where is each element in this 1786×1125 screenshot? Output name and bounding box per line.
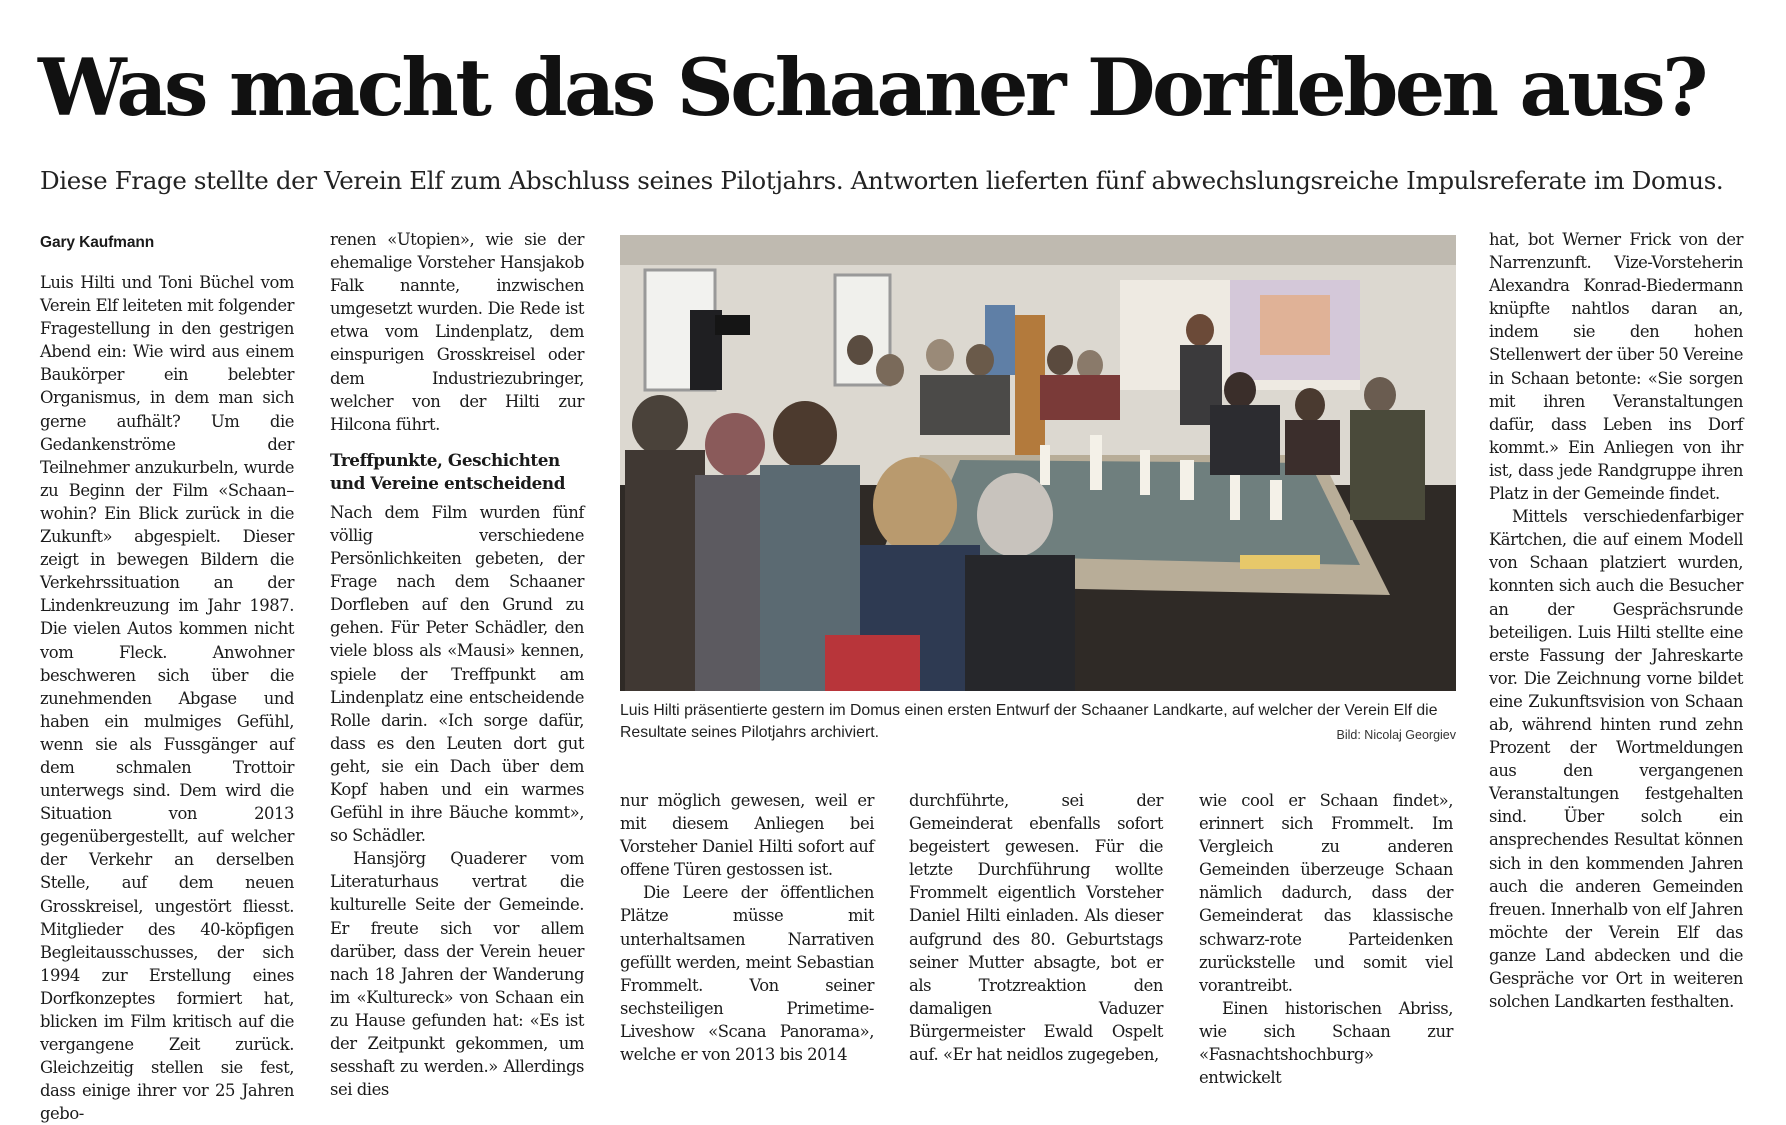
article-column-5 <box>1199 789 1453 1089</box>
paragraph: Nach dem Film wurden fünf völlig verschiedene Persönlichkeiten gebeten, der Frage nach dem Schaaner Dorfleben auf den Grund zu gehen. Für Peter Schädler, den viele bloss als «Mausi» kennen, spiele der Treffpunkt am Lindenplatz eine entscheidende Rolle darin. «Ich sorge dafür, dass es den Leuten dort gut geht, sie ein Dach über dem Kopf haben und ein warmes Gefühl in ihre Bäuche kommt», so Schädler. <box>330 502 584 846</box>
paragraph: wie cool er Schaan findet», erinnert sich Frommelt. Im Vergleich zu anderen Gemeinden überzeuge Schaan nämlich dadurch, dass der Gemeinderat das klassische schwarz-rote Parteidenken zurückstelle und somit viel vorantreibt. <box>1199 791 1453 995</box>
photo-illustration <box>620 235 1456 691</box>
paragraph: durchführte, sei der Gemeinderat ebenfalls sofort begeistert gewesen. Für die letzte Durchführung wollte Frommelt eigentlich Vorsteher Daniel Hilti einladen. Als dieser aufgrund des 80. Geburtstags seiner Mutter absagte, bot er als Trotzreaktion den damaligen Vaduzer Bürgermeister Ewald Ospelt auf. «Er hat neidlos zugegeben, <box>909 791 1163 1065</box>
photo-caption <box>620 700 1456 744</box>
article-column-2 <box>330 228 584 1101</box>
paragraph: Mittels verschiedenfarbiger Kärtchen, die auf einem Modell von Schaan platziert wurden, konnten sich auch die Besucher an der Gesprächsrunde beteiligen. Luis Hilti stellte eine erste Fassung der Jahreskarte vor. Die Zeichnung vorne bildet eine Zukunftsvision von Schaan ab, während hinten rund zehn Prozent der Wortmeldungen aus den vergangenen Veranstaltungen festgehalten sind. Über solch ein ansprechendes Resultat können sich in den kommenden Jahren auch die anderen Gemeinden freuen. Innerhalb von elf Jahren möchte der Verein Elf das ganze Land abdecken und die Gespräche vor Ort in weiteren solchen Landkarten festhalten. <box>1489 507 1743 1012</box>
paragraph: hat, bot Werner Frick von der Narrenzunft. Vize-Vorsteherin Alexandra Konrad-Biedermann knüpfte nahtlos daran an, indem sie den hohen Stellenwert der über 50 Vereine in Schaan betonte: «Sie sorgen mit ihren Veranstaltungen dafür, dass Leben ins Dorf kommt.» Ein Anliegen von ihr ist, dass jede Randgruppe ihren Platz in der Gemeinde findet. <box>1489 230 1743 504</box>
paragraph: nur möglich gewesen, weil er mit diesem Anliegen bei Vorsteher Daniel Hilti sofort auf offene Türen gestossen ist. <box>620 791 874 880</box>
subheadline: Diese Frage stellte der Verein Elf zum Abschluss seines Pilotjahrs. Antworten lieferten fünf abwechslungsreiche Impulsreferate im Domus. <box>40 166 1724 195</box>
crosshead: Treffpunkte, Geschichten und Vereine entscheidend <box>330 449 566 494</box>
caption-text: Luis Hilti präsentierte gestern im Domus einen ersten Entwurf der Schaaner Landkarte, auf welcher der Verein Elf die Resultate seines Pilotjahrs archiviert. <box>620 702 1438 741</box>
article-column-6 <box>1489 228 1743 1013</box>
paragraph: Einen historischen Abriss, wie sich Schaan zur «Fasnachtshochburg» entwickelt <box>1199 998 1453 1088</box>
paragraph: Luis Hilti und Toni Büchel vom Verein Elf leiteten mit folgender Fragestellung in den gestrigen Abend ein: Wie wird aus einem Baukörper ein belebter Organismus, in dem man sich gerne aufhält? Um die Gedankenströme der Teilnehmer anzukurbeln, wurde zu Beginn der Film «Schaan–wohin? Ein Blick zurück in die Zukunft» abgespielt. Dieser zeigt in bewegen Bildern die Verkehrssituation an der Lindenkreuzung im Jahr 1987. Die vielen Autos kommen nicht vom Fleck. Anwohner beschweren sich über die zunehmenden Abgase und haben ein mulmiges Gefühl, wenn sie als Fussgänger auf dem schmalen Trottoir unterwegs sind. Dem wird die Situation von 2013 gegenübergestellt, auf welcher der Verkehr an derselben Stelle, auf dem neuen Grosskreisel, ungestört fliesst. Mitglieder des 40-köpfigen Begleitausschusses, der sich 1994 zur Erstellung eines Dorfkonzeptes formiert hat, blicken im Film kritisch auf die vergangene Zeit zurück. Gleichzeitig stellen sie fest, dass einige ihrer vor 25 Jahren gebo- <box>40 273 294 1124</box>
article-photo <box>620 235 1456 691</box>
headline: Was macht das Schaaner Dorfleben aus? <box>38 41 1705 134</box>
article-column-3 <box>620 789 874 1066</box>
photo-credit: Bild: Nicolaj Georgiev <box>1336 728 1456 742</box>
paragraph: Hansjörg Quaderer vom Literaturhaus vertrat die kulturelle Seite der Gemeinde. Er freute sich vor allem darüber, dass der Verein heuer nach 18 Jahren der Wanderung im «Kultureck» von Schaan ein zu Hause gefunden hat: «Es ist der Zeitpunkt gekommen, um sesshaft zu werden.» Allerdings sei dies <box>330 849 584 1100</box>
article-column-1 <box>40 231 294 1125</box>
author-byline: Gary Kaufmann <box>40 234 155 251</box>
paragraph: Die Leere der öffentlichen Plätze müsse mit unterhaltsamen Narrativen gefüllt werden, meint Sebastian Frommelt. Von seiner sechsteiligen Primetime-Liveshow «Scana Panorama», welche er von 2013 bis 2014 <box>620 883 874 1065</box>
article-column-4 <box>909 789 1163 1066</box>
paragraph: renen «Utopien», wie sie der ehemalige Vorsteher Hansjakob Falk nannte, inzwischen umgesetzt wurden. Die Rede ist etwa vom Lindenplatz, dem einspurigen Grosskreisel oder dem Industriezubringer, welcher von der Hilti zur Hilcona führt. <box>330 230 584 434</box>
